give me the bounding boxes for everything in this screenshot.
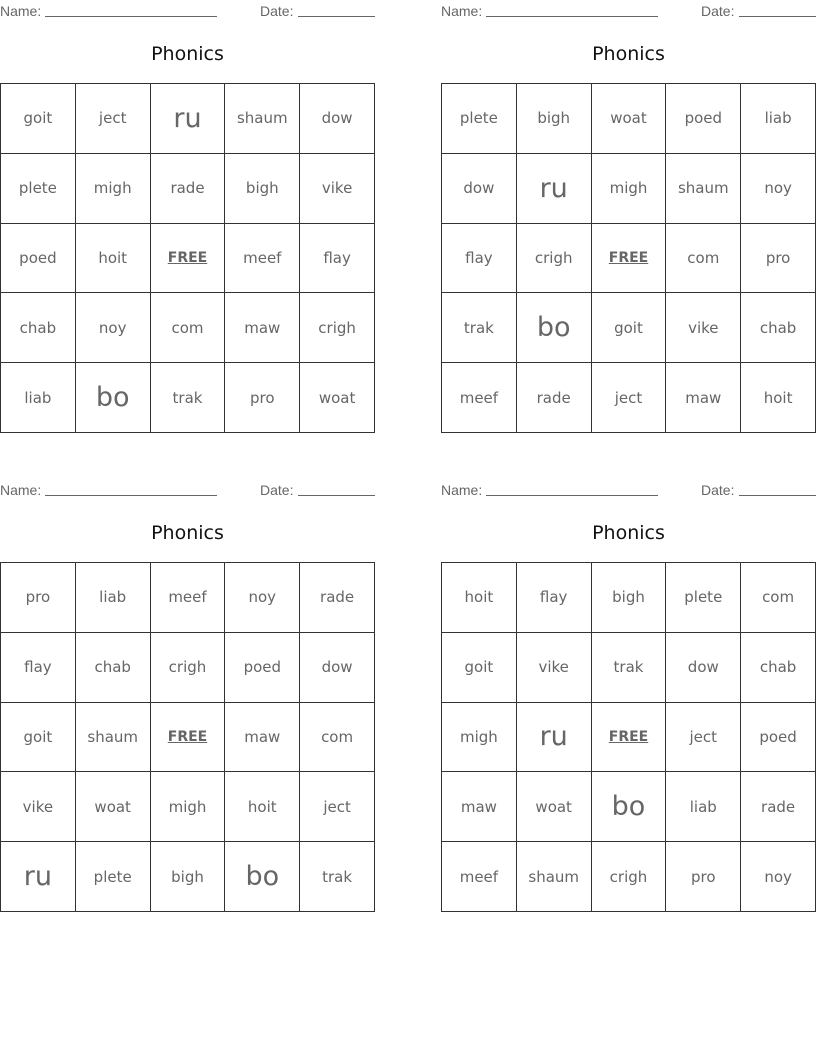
bingo-cell: woat <box>300 363 375 433</box>
bingo-cell: dow <box>300 633 375 703</box>
name-label: Name: <box>0 3 42 19</box>
card-title: Phonics <box>151 43 224 65</box>
bingo-cell: bo <box>517 293 592 363</box>
bingo-cell: pro <box>666 842 741 912</box>
card-header <box>0 479 375 499</box>
bingo-cell: migh <box>592 154 667 224</box>
bingo-cell: dow <box>300 84 375 154</box>
card-title: Phonics <box>592 43 665 65</box>
name-blank-line <box>45 495 217 496</box>
bingo-cell: trak <box>442 293 517 363</box>
bingo-cell: meef <box>442 842 517 912</box>
bingo-card <box>0 0 375 433</box>
date-blank-line <box>298 16 375 17</box>
bingo-cell: woat <box>517 772 592 842</box>
bingo-cell: bigh <box>151 842 226 912</box>
bingo-cell: maw <box>225 703 300 773</box>
bingo-cell: hoit <box>741 363 816 433</box>
bingo-card <box>441 0 816 433</box>
bingo-cell: bigh <box>592 563 667 633</box>
free-space-cell: FREE <box>592 224 667 294</box>
bingo-cell: trak <box>151 363 226 433</box>
date-label: Date: <box>701 3 735 19</box>
bingo-cell: plete <box>442 84 517 154</box>
bingo-cell: maw <box>442 772 517 842</box>
bingo-cell: bo <box>592 772 667 842</box>
bingo-cell: liab <box>741 84 816 154</box>
bingo-cell: rade <box>741 772 816 842</box>
bingo-cell: flay <box>442 224 517 294</box>
date-blank-line <box>298 495 375 496</box>
bingo-cell: com <box>151 293 226 363</box>
bingo-cell: pro <box>225 363 300 433</box>
bingo-cell: goit <box>1 703 76 773</box>
card-header <box>441 0 816 20</box>
bingo-cell: crigh <box>592 842 667 912</box>
bingo-cell: com <box>666 224 741 294</box>
bingo-cell: poed <box>666 84 741 154</box>
bingo-cell: liab <box>666 772 741 842</box>
bingo-cell: ru <box>151 84 226 154</box>
bingo-cell: shaum <box>76 703 151 773</box>
bingo-cell: migh <box>151 772 226 842</box>
bingo-card <box>441 479 816 912</box>
bingo-cell: maw <box>666 363 741 433</box>
bingo-cell: shaum <box>666 154 741 224</box>
card-title: Phonics <box>592 522 665 544</box>
bingo-card <box>0 479 375 912</box>
bingo-cell: shaum <box>517 842 592 912</box>
bingo-cell: woat <box>76 772 151 842</box>
bingo-cell: maw <box>225 293 300 363</box>
bingo-cell: migh <box>442 703 517 773</box>
bingo-cell: vike <box>1 772 76 842</box>
bingo-cell: com <box>741 563 816 633</box>
bingo-cell: liab <box>1 363 76 433</box>
bingo-cell: hoit <box>225 772 300 842</box>
bingo-cell: flay <box>1 633 76 703</box>
date-blank-line <box>739 495 816 496</box>
bingo-cell: hoit <box>442 563 517 633</box>
bingo-cell: ject <box>300 772 375 842</box>
name-blank-line <box>486 495 658 496</box>
bingo-cell: rade <box>151 154 226 224</box>
name-label: Name: <box>0 482 42 498</box>
bingo-cell: shaum <box>225 84 300 154</box>
bingo-cell: ru <box>1 842 76 912</box>
bingo-cell: woat <box>592 84 667 154</box>
bingo-cell: com <box>300 703 375 773</box>
bingo-cell: bo <box>76 363 151 433</box>
bingo-cell: pro <box>741 224 816 294</box>
bingo-cell: noy <box>225 563 300 633</box>
bingo-cell: bo <box>225 842 300 912</box>
bingo-cell: plete <box>666 563 741 633</box>
bingo-cell: migh <box>76 154 151 224</box>
date-label: Date: <box>260 3 294 19</box>
bingo-grid <box>441 83 816 433</box>
bingo-cell: crigh <box>517 224 592 294</box>
bingo-cell: vike <box>666 293 741 363</box>
bingo-cell: chab <box>76 633 151 703</box>
bingo-grid <box>441 562 816 912</box>
bingo-cell: vike <box>300 154 375 224</box>
bingo-cell: hoit <box>76 224 151 294</box>
bingo-grid <box>0 562 375 912</box>
bingo-cell: noy <box>741 154 816 224</box>
bingo-cell: crigh <box>151 633 226 703</box>
bingo-cell: ru <box>517 154 592 224</box>
bingo-cell: pro <box>1 563 76 633</box>
card-header <box>441 479 816 499</box>
bingo-cell: dow <box>666 633 741 703</box>
bingo-cell: goit <box>442 633 517 703</box>
free-space-cell: FREE <box>151 703 226 773</box>
name-label: Name: <box>441 482 483 498</box>
bingo-cell: crigh <box>300 293 375 363</box>
date-blank-line <box>739 16 816 17</box>
free-space-cell: FREE <box>151 224 226 294</box>
bingo-grid <box>0 83 375 433</box>
bingo-cell: noy <box>741 842 816 912</box>
bingo-cell: bigh <box>517 84 592 154</box>
name-blank-line <box>45 16 217 17</box>
free-space-cell: FREE <box>592 703 667 773</box>
bingo-cell: poed <box>225 633 300 703</box>
bingo-cell: noy <box>76 293 151 363</box>
date-label: Date: <box>701 482 735 498</box>
bingo-cell: ject <box>592 363 667 433</box>
bingo-cell: plete <box>1 154 76 224</box>
bingo-cell: trak <box>592 633 667 703</box>
bingo-cell: chab <box>741 293 816 363</box>
bingo-cell: ject <box>666 703 741 773</box>
bingo-cell: vike <box>517 633 592 703</box>
name-label: Name: <box>441 3 483 19</box>
bingo-cell: poed <box>741 703 816 773</box>
bingo-cell: rade <box>300 563 375 633</box>
name-blank-line <box>486 16 658 17</box>
bingo-cell: chab <box>741 633 816 703</box>
bingo-cell: flay <box>300 224 375 294</box>
bingo-cell: rade <box>517 363 592 433</box>
bingo-cell: trak <box>300 842 375 912</box>
bingo-cell: bigh <box>225 154 300 224</box>
bingo-cell: goit <box>592 293 667 363</box>
bingo-cell: plete <box>76 842 151 912</box>
bingo-cell: chab <box>1 293 76 363</box>
date-label: Date: <box>260 482 294 498</box>
bingo-cell: liab <box>76 563 151 633</box>
bingo-cell: poed <box>1 224 76 294</box>
bingo-cell: meef <box>442 363 517 433</box>
bingo-cell: meef <box>151 563 226 633</box>
bingo-cell: ject <box>76 84 151 154</box>
bingo-cell: ru <box>517 703 592 773</box>
card-header <box>0 0 375 20</box>
card-title: Phonics <box>151 522 224 544</box>
bingo-cell: dow <box>442 154 517 224</box>
bingo-cell: flay <box>517 563 592 633</box>
bingo-cell: meef <box>225 224 300 294</box>
bingo-cell: goit <box>1 84 76 154</box>
